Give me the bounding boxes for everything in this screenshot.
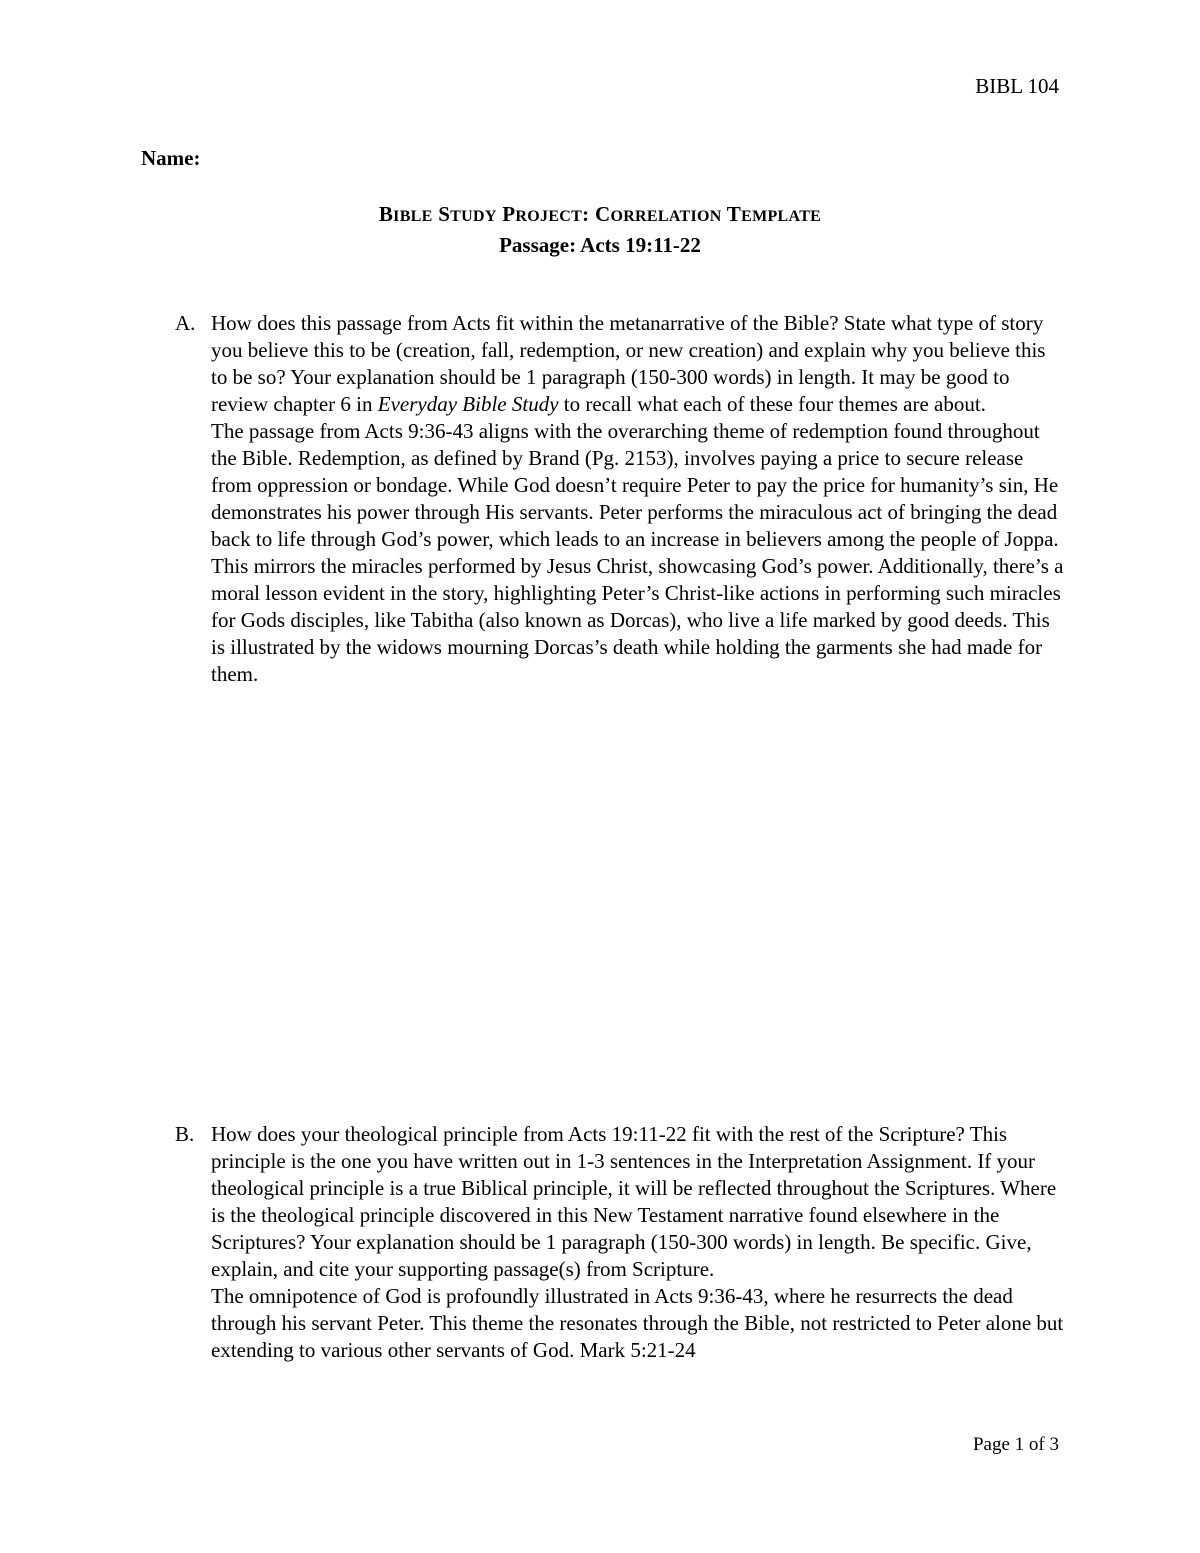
question-prompt: How does this passage from Acts fit within the metanarrative of the Bible? State what type of story you believe this to be (creation, fall, redemption, or new creation) and explain why you believe this to be so? Your explanation should be 1 paragraph (150-300 words) in length. It may be good to review chapter 6 in Everyday Bible Study to recall what each of these four themes are about.: [211, 311, 1046, 416]
page-number: Page 1 of 3: [972, 1434, 1059, 1455]
title-block: [0, 200, 1200, 259]
question-marker: B.: [175, 1122, 195, 1146]
question-b: [175, 1121, 1065, 1364]
name-label: Name:: [141, 146, 201, 170]
question-marker: A.: [175, 311, 196, 335]
document-title: BIBLE STUDY PROJECT: CORRELATION TEMPLATE: [378, 202, 822, 226]
answer-text: The passage from Acts 9:36-43 aligns with the overarching theme of redemption found throughout the Bible. Redemption, as defined by Brand (Pg. 2153), involves paying a price to secure release from oppression or bondage. While God doesn’t require Peter to pay the price for humanity’s sin, He demonstrates his power through His servants. Peter performs the miraculous act of bringing the dead back to life through God’s power, which leads to an increase in believers among the people of Joppa. This mirrors the miracles performed by Jesus Christ, showcasing God’s power. Additionally, there’s a moral lesson evident in the story, highlighting Peter’s Christ-like actions in performing such miracles for Gods disciples, like Tabitha (also known as Dorcas), who live a life marked by good deeds. This is illustrated by the widows mourning Dorcas’s death while holding the garments she had made for them.: [211, 419, 1064, 686]
course-code: BIBL 104: [975, 74, 1059, 98]
question-prompt: How does your theological principle from Acts 19:11-22 fit with the rest of the Scripture? This principle is the one you have written out in 1-3 sentences in the Interpretation Assignment. If your theological principle is a true Biblical principle, it will be reflected throughout the Scriptures. Where is the theological principle discovered in this New Testament narrative found elsewhere in the Scriptures? Your explanation should be 1 paragraph (150-300 words) in length. Be specific. Give, explain, and cite your supporting passage(s) from Scripture.: [211, 1122, 1057, 1281]
answer-text: The omnipotence of God is profoundly illustrated in Acts 9:36-43, where he resurrects the dead through his servant Peter. This theme the resonates through the Bible, not restricted to Peter alone but extending to various other servants of God. Mark 5:21-24: [211, 1284, 1064, 1362]
passage-reference: Passage: Acts 19:11-22: [499, 233, 701, 257]
question-a: [175, 310, 1065, 688]
